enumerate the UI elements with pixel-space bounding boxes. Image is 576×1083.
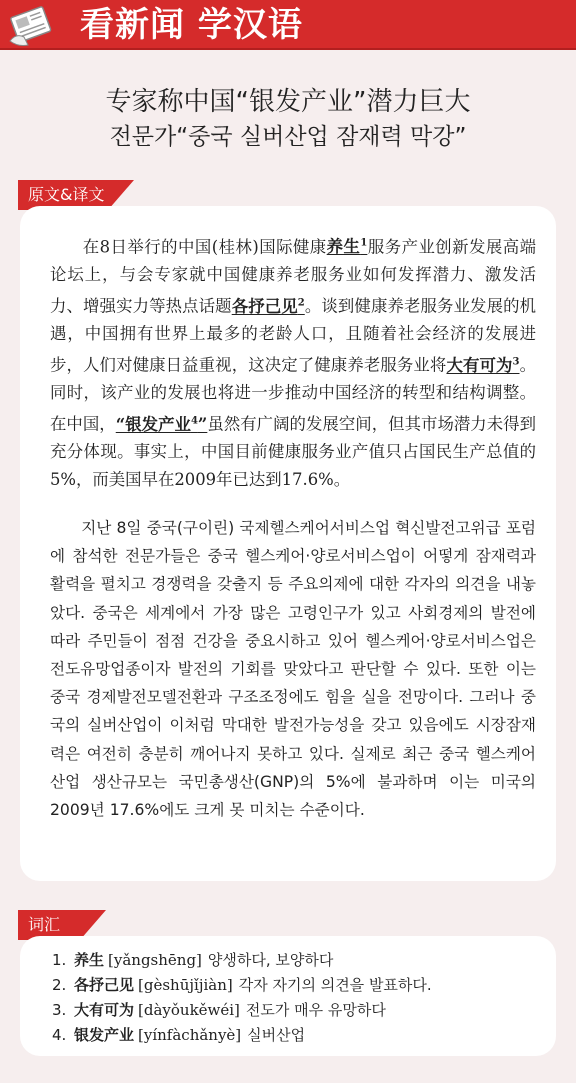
vocab-word: 大有可为: [74, 1001, 135, 1019]
text-segment: 。同时，该产业的发展也将进一步推动中国经济的转型和结构调整。在中国，: [50, 355, 537, 434]
article-card: [20, 206, 556, 881]
vocab-number: 1.: [52, 951, 67, 969]
term-text: “银发产业: [115, 414, 191, 434]
vocab-word: 各抒己见: [74, 976, 135, 994]
text-segment: 。谈到健康养老服务业发展的机遇，中国拥有世界上最多的老龄人口，且随着社会经济的发展进步，人们对健康日益重视，这决定了健康养老服务业将: [50, 296, 537, 375]
footnote-marker: 2: [297, 297, 305, 309]
vocab-item: [52, 1023, 552, 1048]
footnote-marker: 4: [190, 415, 198, 427]
text-segment: 虽然有广阔的发展空间，但其市场潜力未得到充分体现。事实上，中国目前健康服务业产值只占国民生产总值的5%，而美国早在2009年已达到17.6%。: [50, 414, 536, 490]
korean-paragraph: 지난 8일 중국(구이린) 국제헬스케어서비스업 혁신발전고위급 포럼에 참석한 전문가들은 중국 헬스케어·양로서비스업이 어떻게 잠재력과 활력을 펼치고 경쟁력을 갖출지 등 주요의제에 대한 각자의 의견을 내놓았다. 중국은 세계에서 가장 많은 고령인구가 있고 사회경제의 발전에 따라 주민들이 점점 건강을 중요시하고 있어 헬스케어·양로서비스업은 전도유망업종이자 발전의 기회를 맞았다고 판단할 수 있다. 또한 이는 중국 경제발전모델전환과 구조조정에도 힘을 실을 전망이다. 그러나 중국의 실버산업이 이처럼 막대한 발전가능성을 갖고 있음에도 시장잠재력은 여전히 충분히 깨어나지 못하고 있다. 실제로 최근 중국 헬스케어산업 생산규모는 국민총생산(GNP)의 5%에 불과하며 이는 미국의 2009년 17.6%에도 크게 못 미치는 수준이다.: [50, 519, 536, 820]
vocab-pinyin: [yǎngshēng]: [108, 951, 202, 969]
vocab-word: 养生: [74, 951, 105, 969]
footnote-marker: 3: [512, 356, 520, 368]
header-bar: [0, 0, 576, 50]
newspaper-icon: [6, 3, 58, 47]
vocab-pinyin: [yínfàchǎnyè]: [138, 1026, 242, 1044]
page-title: 专家称中国“银发产业”潜力巨大: [105, 87, 471, 117]
vocab-meaning: 각자 자기의 의견을 발표하다.: [238, 976, 432, 994]
section-tab-original: 原文&译文: [18, 180, 108, 210]
vocab-list: [52, 948, 552, 1048]
term-text: 各抒己见: [231, 296, 298, 316]
term-text: 大有可为: [446, 355, 513, 375]
vocab-item: [52, 948, 552, 973]
text-segment: 服务产业创新发展高端论坛上，与会专家就中国健康养老服务业如何发挥潜力、激发活力、增强实力等热点话题: [50, 237, 537, 316]
vocab-number: 2.: [52, 976, 67, 994]
vocab-meaning: 실버산업: [247, 1026, 306, 1044]
vocab-word: 银发产业: [74, 1026, 135, 1044]
vocab-term-1: [327, 237, 368, 256]
page-subtitle: 전문가“중국 실버산업 잠재력 막강”: [109, 124, 467, 150]
footnote-marker: 1: [360, 238, 368, 249]
vocab-number: 4.: [52, 1026, 67, 1044]
vocab-meaning: 양생하다, 보양하다: [207, 951, 334, 969]
vocab-item: [52, 973, 552, 998]
vocab-pinyin: [gèshūjǐjiàn]: [138, 976, 233, 994]
term-close-quote: ”: [197, 414, 208, 434]
vocab-meaning: 전도가 매우 유망하다: [245, 1001, 386, 1019]
vocab-item: [52, 998, 552, 1023]
chinese-paragraph: [50, 230, 536, 494]
header-title: 看新闻 学汉语: [80, 5, 303, 45]
vocab-term-3: [446, 356, 519, 375]
term-text: 养生: [326, 237, 361, 257]
text-segment: 在8日举行的中国(桂林)国际健康: [82, 237, 327, 257]
vocab-term-4: [116, 415, 208, 434]
vocab-card: [20, 936, 556, 1056]
section-tab-vocab: 词汇: [18, 910, 80, 940]
vocab-pinyin: [dàyǒukěwéi]: [138, 1001, 240, 1019]
vocab-number: 3.: [52, 1001, 67, 1019]
vocab-term-2: [232, 297, 305, 316]
